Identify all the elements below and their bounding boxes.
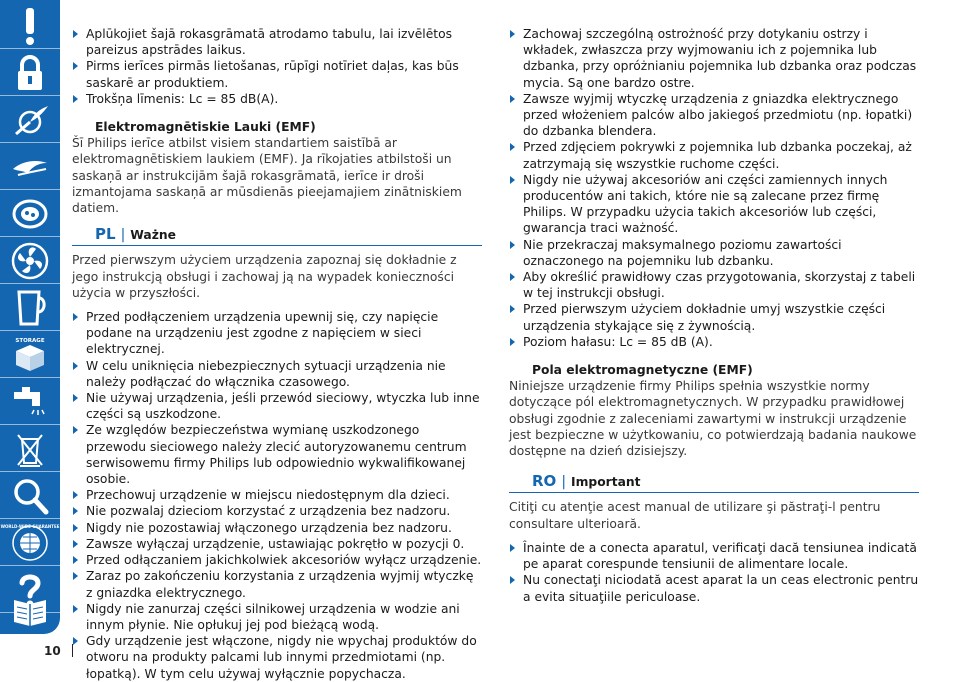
tab-guarantee[interactable] bbox=[0, 520, 60, 565]
emf-lv-heading: Elektromagnētiskie Lauki (EMF) bbox=[95, 120, 316, 135]
list-item: Nie pozwalaj dzieciom korzystać z urządzenia bez nadzoru. bbox=[72, 503, 482, 519]
list-item: Pirms ierīces pirmās lietošanas, rūpīgi notīriet daļas, kas būs saskarē ar produktiem. bbox=[72, 58, 482, 90]
list-item: Poziom hałasu: Lc = 85 dB (A). bbox=[509, 334, 919, 350]
list-item: Ze względów bezpieczeństwa wymianę uszkodzonego przewodu sieciowego należy zlecić autoryzowanemu centrum serwisowemu firmy Philips lub odpowiednio wykwalifikowanej osobie. bbox=[72, 422, 482, 487]
tab-environment[interactable] bbox=[0, 426, 60, 471]
emf-pl-text: Niniejsze urządzenie firmy Philips spełnia wszystkie normy dotyczące pól elektromagnetycznych. W przypadku prawidłowej obsługi zgodnie z zaleceniami zawartymi w instrukcji urządzenie jest bezpieczne w użytkowaniu, co potwierdzają badania naukowe dostępne na dzień dzisiejszy. bbox=[509, 379, 917, 459]
ro-intro: Citiţi cu atenţie acest manual de utilizare şi păstraţi-l pentru consultare ulterioară. bbox=[509, 500, 881, 531]
tab-storage[interactable] bbox=[0, 332, 60, 377]
fan-blade-icon bbox=[10, 241, 50, 281]
whisk-icon bbox=[10, 147, 50, 187]
list-item: Gdy urządzenie jest włączone, nigdy nie wpychaj produktów do otworu na produkty palcami lub innymi przedmiotami (np. łopatką). W tym celu używaj wyłącznie popychacza. bbox=[72, 633, 482, 682]
list-item: Przechowuj urządzenie w miejscu niedostępnym dla dzieci. bbox=[72, 487, 482, 503]
list-item: Înainte de a conecta aparatul, verificaţi dacă tensiunea indicată pe aparat corespunde tensiunii de alimentare locale. bbox=[509, 540, 919, 572]
list-item: Zawsze wyłączaj urządzenie, ustawiając pokrętło w pozycji 0. bbox=[72, 536, 482, 552]
list-item: Nie używaj urządzenia, jeśli przewód sieciowy, wtyczka lub inne części są uszkodzone. bbox=[72, 390, 482, 422]
tab-safety[interactable] bbox=[0, 50, 60, 95]
tab-fan[interactable] bbox=[0, 238, 60, 283]
pl-bullet-list bbox=[72, 309, 482, 682]
crossed-bin-icon bbox=[10, 429, 50, 469]
list-item: Aby określić prawidłowy czas przygotowania, skorzystaj z tabeli w tej instrukcji obsługi. bbox=[509, 269, 919, 301]
list-item: Aplūkojiet šajā rokasgrāmatā atrodamo tabulu, lai izvēlētos pareizus apstrādes laikus. bbox=[72, 26, 482, 58]
list-item: Nie przekraczaj maksymalnego poziomu zawartości oznaczonego na pojemniku lub dzbanku. bbox=[509, 237, 919, 269]
list-item: Przed zdjęciem pokrywki z pojemnika lub dzbanka poczekaj, aż zatrzymają się wszystkie ruchome części. bbox=[509, 139, 919, 171]
tab-cleaning[interactable] bbox=[0, 379, 60, 424]
book-icon bbox=[10, 590, 50, 630]
lock-icon bbox=[10, 53, 50, 93]
list-item: Nigdy nie używaj akcesoriów ani części zamiennych innych producentów ani takich, które nie są zalecane przez firmę Philips. W przypadku użycia takich akcesoriów lub części, gwarancja traci ważność. bbox=[509, 172, 919, 237]
emf-lv-text: Šī Philips ierīce atbilst visiem standartiem saistībā ar elektromagnētiskiem laukiem (EMF). Ja rīkojaties atbilstoši un saskaņā ar instrukcijām šajā rokasgrāmatā, ierīce ir droši izmantojama saskaņā ar mūsdienās pieejamajiem zinātniskiem datiem. bbox=[72, 136, 462, 216]
storage-box-icon bbox=[10, 335, 50, 375]
ro-section-title: Important bbox=[571, 475, 641, 490]
tab-jug[interactable] bbox=[0, 285, 60, 330]
jug-icon bbox=[10, 288, 50, 328]
tab-whisk[interactable] bbox=[0, 144, 60, 189]
tab-blender[interactable] bbox=[0, 97, 60, 142]
tap-icon bbox=[10, 382, 50, 422]
tab-recipes[interactable] bbox=[0, 588, 60, 632]
ro-language-code: RO bbox=[532, 472, 557, 491]
list-item: Nigdy nie pozostawiaj włączonego urządzenia bez nadzoru. bbox=[72, 520, 482, 536]
exclamation-icon bbox=[10, 6, 50, 46]
tab-cutter[interactable] bbox=[0, 191, 60, 236]
tab-troubleshooting[interactable] bbox=[0, 473, 60, 518]
pl-section-header bbox=[72, 226, 482, 246]
left-column bbox=[72, 26, 482, 682]
chapter-sidebar bbox=[0, 0, 60, 634]
list-item: Zachowaj szczególną ostrożność przy dotykaniu ostrzy i wkładek, zwłaszcza przy wyjmowaniu ich z pojemnika lub dzbanka, przy opróżnianiu pojemnika lub dzbanka oraz podczas mycia. Są one bardzo ostre. bbox=[509, 26, 919, 91]
globe-guarantee-icon bbox=[0, 523, 60, 563]
pl-section-title: Ważne bbox=[130, 228, 176, 243]
magnifier-icon bbox=[10, 476, 50, 516]
pl-bullet-list-continued bbox=[509, 26, 919, 350]
ro-section-header bbox=[509, 473, 919, 493]
blender-blade-icon bbox=[10, 100, 50, 140]
list-item: Przed pierwszym użyciem dokładnie umyj wszystkie części urządzenia stykające się z żywnością. bbox=[509, 301, 919, 333]
list-item: Zaraz po zakończeniu korzystania z urządzenia wyjmij wtyczkę z gniazdka elektrycznego. bbox=[72, 568, 482, 600]
cutter-icon bbox=[10, 194, 50, 234]
list-item: Trokšņa līmenis: Lc = 85 dB(A). bbox=[72, 91, 482, 107]
right-column bbox=[509, 26, 919, 605]
tab-important[interactable] bbox=[0, 3, 60, 48]
list-item: Przed odłączaniem jakichkolwiek akcesoriów wyłącz urządzenie. bbox=[72, 552, 482, 568]
list-item: Nu conectaţi niciodată acest aparat la un ceas electronic pentru a evita situaţiile periculoase. bbox=[509, 572, 919, 604]
page-number: 10 bbox=[44, 644, 61, 658]
emf-pl-heading: Pola elektromagnetyczne (EMF) bbox=[532, 363, 753, 378]
list-item: Zawsze wyjmij wtyczkę urządzenia z gniazdka elektrycznego przed włożeniem palców albo jakiegoś przedmiotu (np. łopatki) do dzbanka blendera. bbox=[509, 91, 919, 140]
svg-text:STORAGE: STORAGE bbox=[15, 337, 45, 344]
pl-intro: Przed pierwszym użyciem urządzenia zapoznaj się dokładnie z jego instrukcją obsługi i zachowaj ją na wypadek konieczności użycia w przyszłości. bbox=[72, 253, 457, 300]
list-item: W celu uniknięcia niebezpiecznych sytuacji urządzenia nie należy podłączać do włącznika czasowego. bbox=[72, 358, 482, 390]
list-item: Przed podłączeniem urządzenia upewnij się, czy napięcie podane na urządzeniu jest zgodne z napięciem w sieci elektrycznej. bbox=[72, 309, 482, 358]
lv-bullet-list bbox=[72, 26, 482, 107]
ro-bullet-list bbox=[509, 540, 919, 605]
list-item: Nigdy nie zanurzaj części silnikowej urządzenia w wodzie ani innym płynie. Nie opłukuj jej pod bieżącą wodą. bbox=[72, 601, 482, 633]
header-separator: | bbox=[120, 227, 126, 244]
pl-language-code: PL bbox=[95, 225, 116, 244]
header-separator: | bbox=[561, 474, 567, 491]
svg-text:WORLD-WIDE GUARANTEE: WORLD-WIDE GUARANTEE bbox=[0, 523, 60, 529]
